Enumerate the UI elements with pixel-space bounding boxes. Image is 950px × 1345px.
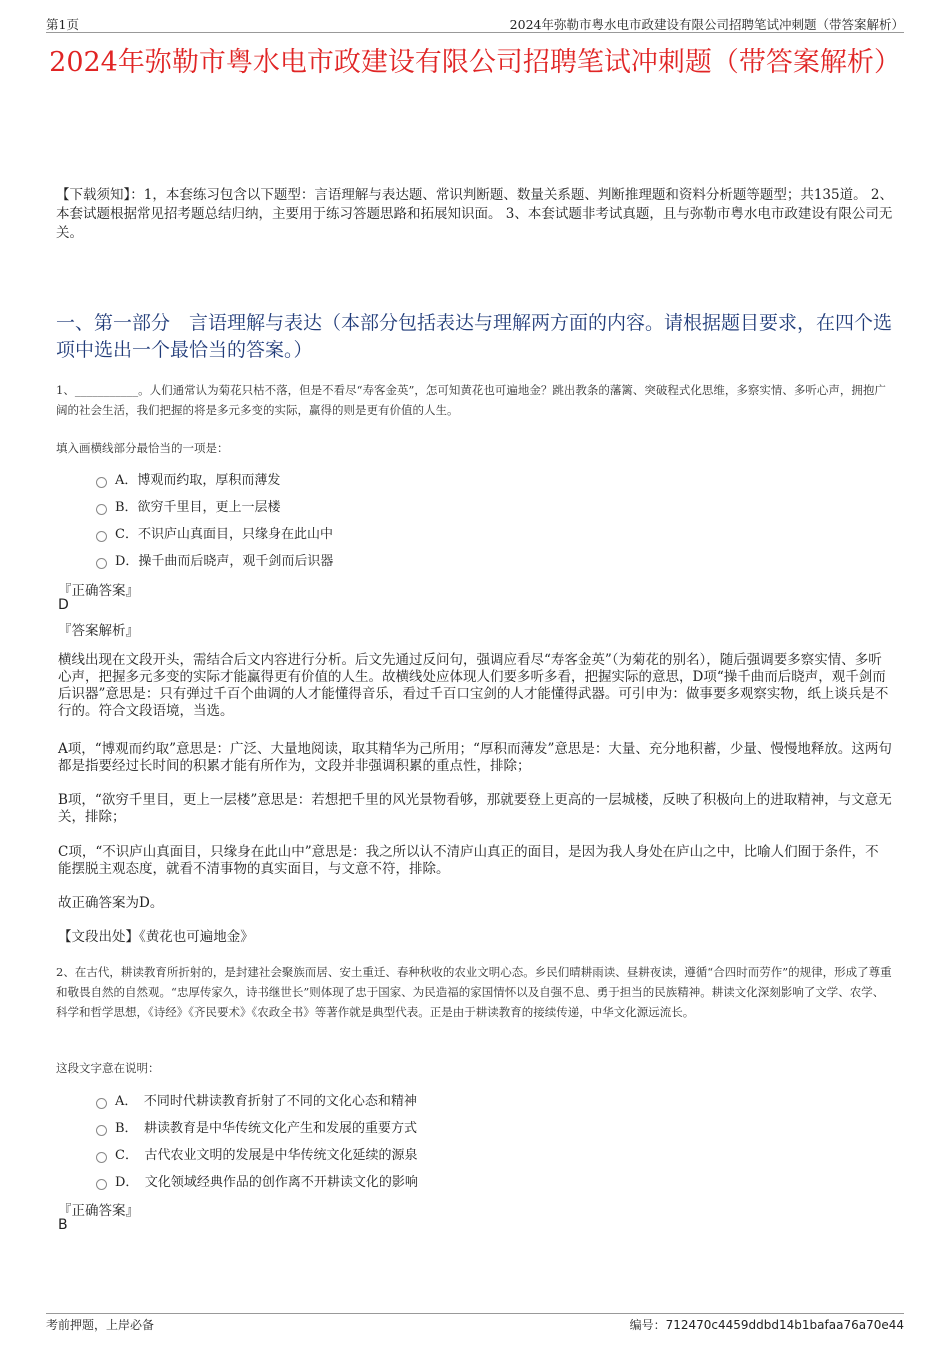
footer-slogan: 考前押题，上岸必备 <box>46 1318 155 1332</box>
footer-code: 编号：712470c4459ddbd14b1bafaa76a70e44 <box>629 1318 904 1332</box>
q1-option-a[interactable]: A．博观而约取，厚积而薄发 <box>96 467 333 494</box>
header-doc-title: 2024年弥勒市粤水电市政建设有限公司招聘笔试冲刺题（带答案解析） <box>509 17 904 32</box>
q2-option-b[interactable]: B． 耕读教育是中华传统文化产生和发展的重要方式 <box>96 1115 418 1142</box>
q1-source: 【文段出处】《黄花也可遍地金》 <box>58 929 254 945</box>
download-notice: 【下载须知】：1，本套练习包含以下题型：言语理解与表达题、常识判断题、数量关系题、判断推理题和资料分析题等题型；共135道。 2、本套试题根据常见招考题总结归纳，主要用于练习答题思路和拓展知识面。 3、本套试题非考试真题，且与弥勒市粤水电市政建设有限公司无关。 <box>56 187 893 241</box>
radio-icon[interactable] <box>96 1125 107 1136</box>
radio-icon[interactable] <box>96 558 107 569</box>
q2-answer-label: 『正确答案』 <box>58 1203 139 1219</box>
radio-icon[interactable] <box>96 531 107 542</box>
q2-text: 2、在古代，耕读教育所折射的，是封建社会聚族而居、安土重迁、春种秋收的农业文明心态。乡民们晴耕雨读、昼耕夜读，遵循“合四时而劳作”的规律，形成了尊重和敬畏自然的自然观。“忠厚传家久，诗书继世长”则体现了忠于国家、为民造福的家国情怀以及自强不息、勇于担当的民族精神。耕读文化深刻影响了文学、农学、科学和哲学思想，《诗经》《齐民要术》《农政全书》等著作就是典型代表。正是由于耕读教育的接续传递，中华文化源远流长。 <box>56 965 892 1019</box>
q1-option-b[interactable]: B．欲穷千里目，更上一层楼 <box>96 494 333 521</box>
q1-analysis-a: A项，“博观而约取”意思是：广泛、大量地阅读，取其精华为己所用；“厚积而薄发”意思是：大量、充分地积蓄，少量、慢慢地释放。这两句都是指要经过长时间的积累才能有所作为，文段并非强调积累的重点性，排除； <box>58 741 892 774</box>
section-heading: 一、第一部分 言语理解与表达（本部分包括表达与理解两方面的内容。请根据题目要求，在四个选项中选出一个最恰当的答案。） <box>56 312 893 361</box>
radio-icon[interactable] <box>96 1098 107 1109</box>
radio-icon[interactable] <box>96 1152 107 1163</box>
q1-answer-label: 『正确答案』 <box>58 583 139 599</box>
q1-analysis-c: C项，“不识庐山真面目，只缘身在此山中”意思是：我之所以认不清庐山真正的面目，是因为我人身处在庐山之中，比喻人们囿于条件，不能摆脱主观态度，就看不清事物的真实面目，与文意不符，排除。 <box>58 844 879 877</box>
q2-option-d[interactable]: D． 文化领域经典作品的创作离不开耕读文化的影响 <box>96 1169 418 1196</box>
page-header <box>46 12 904 33</box>
page-number: 第1页 <box>46 17 79 32</box>
page-footer <box>46 1313 904 1332</box>
q1-analysis-label: 『答案解析』 <box>58 623 139 639</box>
q2-options <box>96 1088 418 1196</box>
radio-icon[interactable] <box>96 477 107 488</box>
q1-option-c[interactable]: C．不识庐山真面目，只缘身在此山中 <box>96 521 333 548</box>
q1-prompt: 填入画横线部分最恰当的一项是： <box>56 441 229 455</box>
q1-analysis-b: B项，“欲穷千里目，更上一层楼”意思是：若想把千里的风光景物看够，那就要登上更高的一层城楼，反映了积极向上的进取精神，与文意无关，排除； <box>58 792 892 825</box>
q1-answer: D <box>58 597 69 613</box>
q2-option-c[interactable]: C． 古代农业文明的发展是中华传统文化延续的源泉 <box>96 1142 418 1169</box>
doc-title: 2024年弥勒市粤水电市政建设有限公司招聘笔试冲刺题（带答案解析） <box>49 47 901 78</box>
q2-prompt: 这段文字意在说明： <box>56 1061 160 1075</box>
q1-option-d[interactable]: D．操千曲而后晓声，观千剑而后识器 <box>96 548 333 575</box>
q1-options <box>96 467 333 575</box>
q2-answer: B <box>58 1217 68 1233</box>
q1-analysis-main: 横线出现在文段开头，需结合后文内容进行分析。后文先通过反问句，强调应看尽“寿客金英”（为菊花的别名），随后强调要多察实情、多听心声，把握多元多变的实际才能赢得更有价值的人生。故横线处应体现人们要多听多看，把握实际的意思，D项“操千曲而后晓声，观千剑而后识器”意思是：只有弹过千百个曲调的人才能懂得音乐，看过千百口宝剑的人才能懂得武器。可引申为：做事要多观察实物，纸上谈兵是不行的。符合文段语境，当选。 <box>58 652 889 719</box>
radio-icon[interactable] <box>96 1179 107 1190</box>
radio-icon[interactable] <box>96 504 107 515</box>
q1-conclusion: 故正确答案为D。 <box>58 895 164 911</box>
q2-option-a[interactable]: A． 不同时代耕读教育折射了不同的文化心态和精神 <box>96 1088 418 1115</box>
q1-text: 1、___________。人们通常认为菊花只枯不落，但是不看尽“寿客金英”，怎可知黄花也可遍地金？跳出教条的藩篱、突破程式化思维，多察实情、多听心声，拥抱广阔的社会生活，我们把握的将是多元多变的实际，赢得的则是更有价值的人生。 <box>56 383 886 417</box>
